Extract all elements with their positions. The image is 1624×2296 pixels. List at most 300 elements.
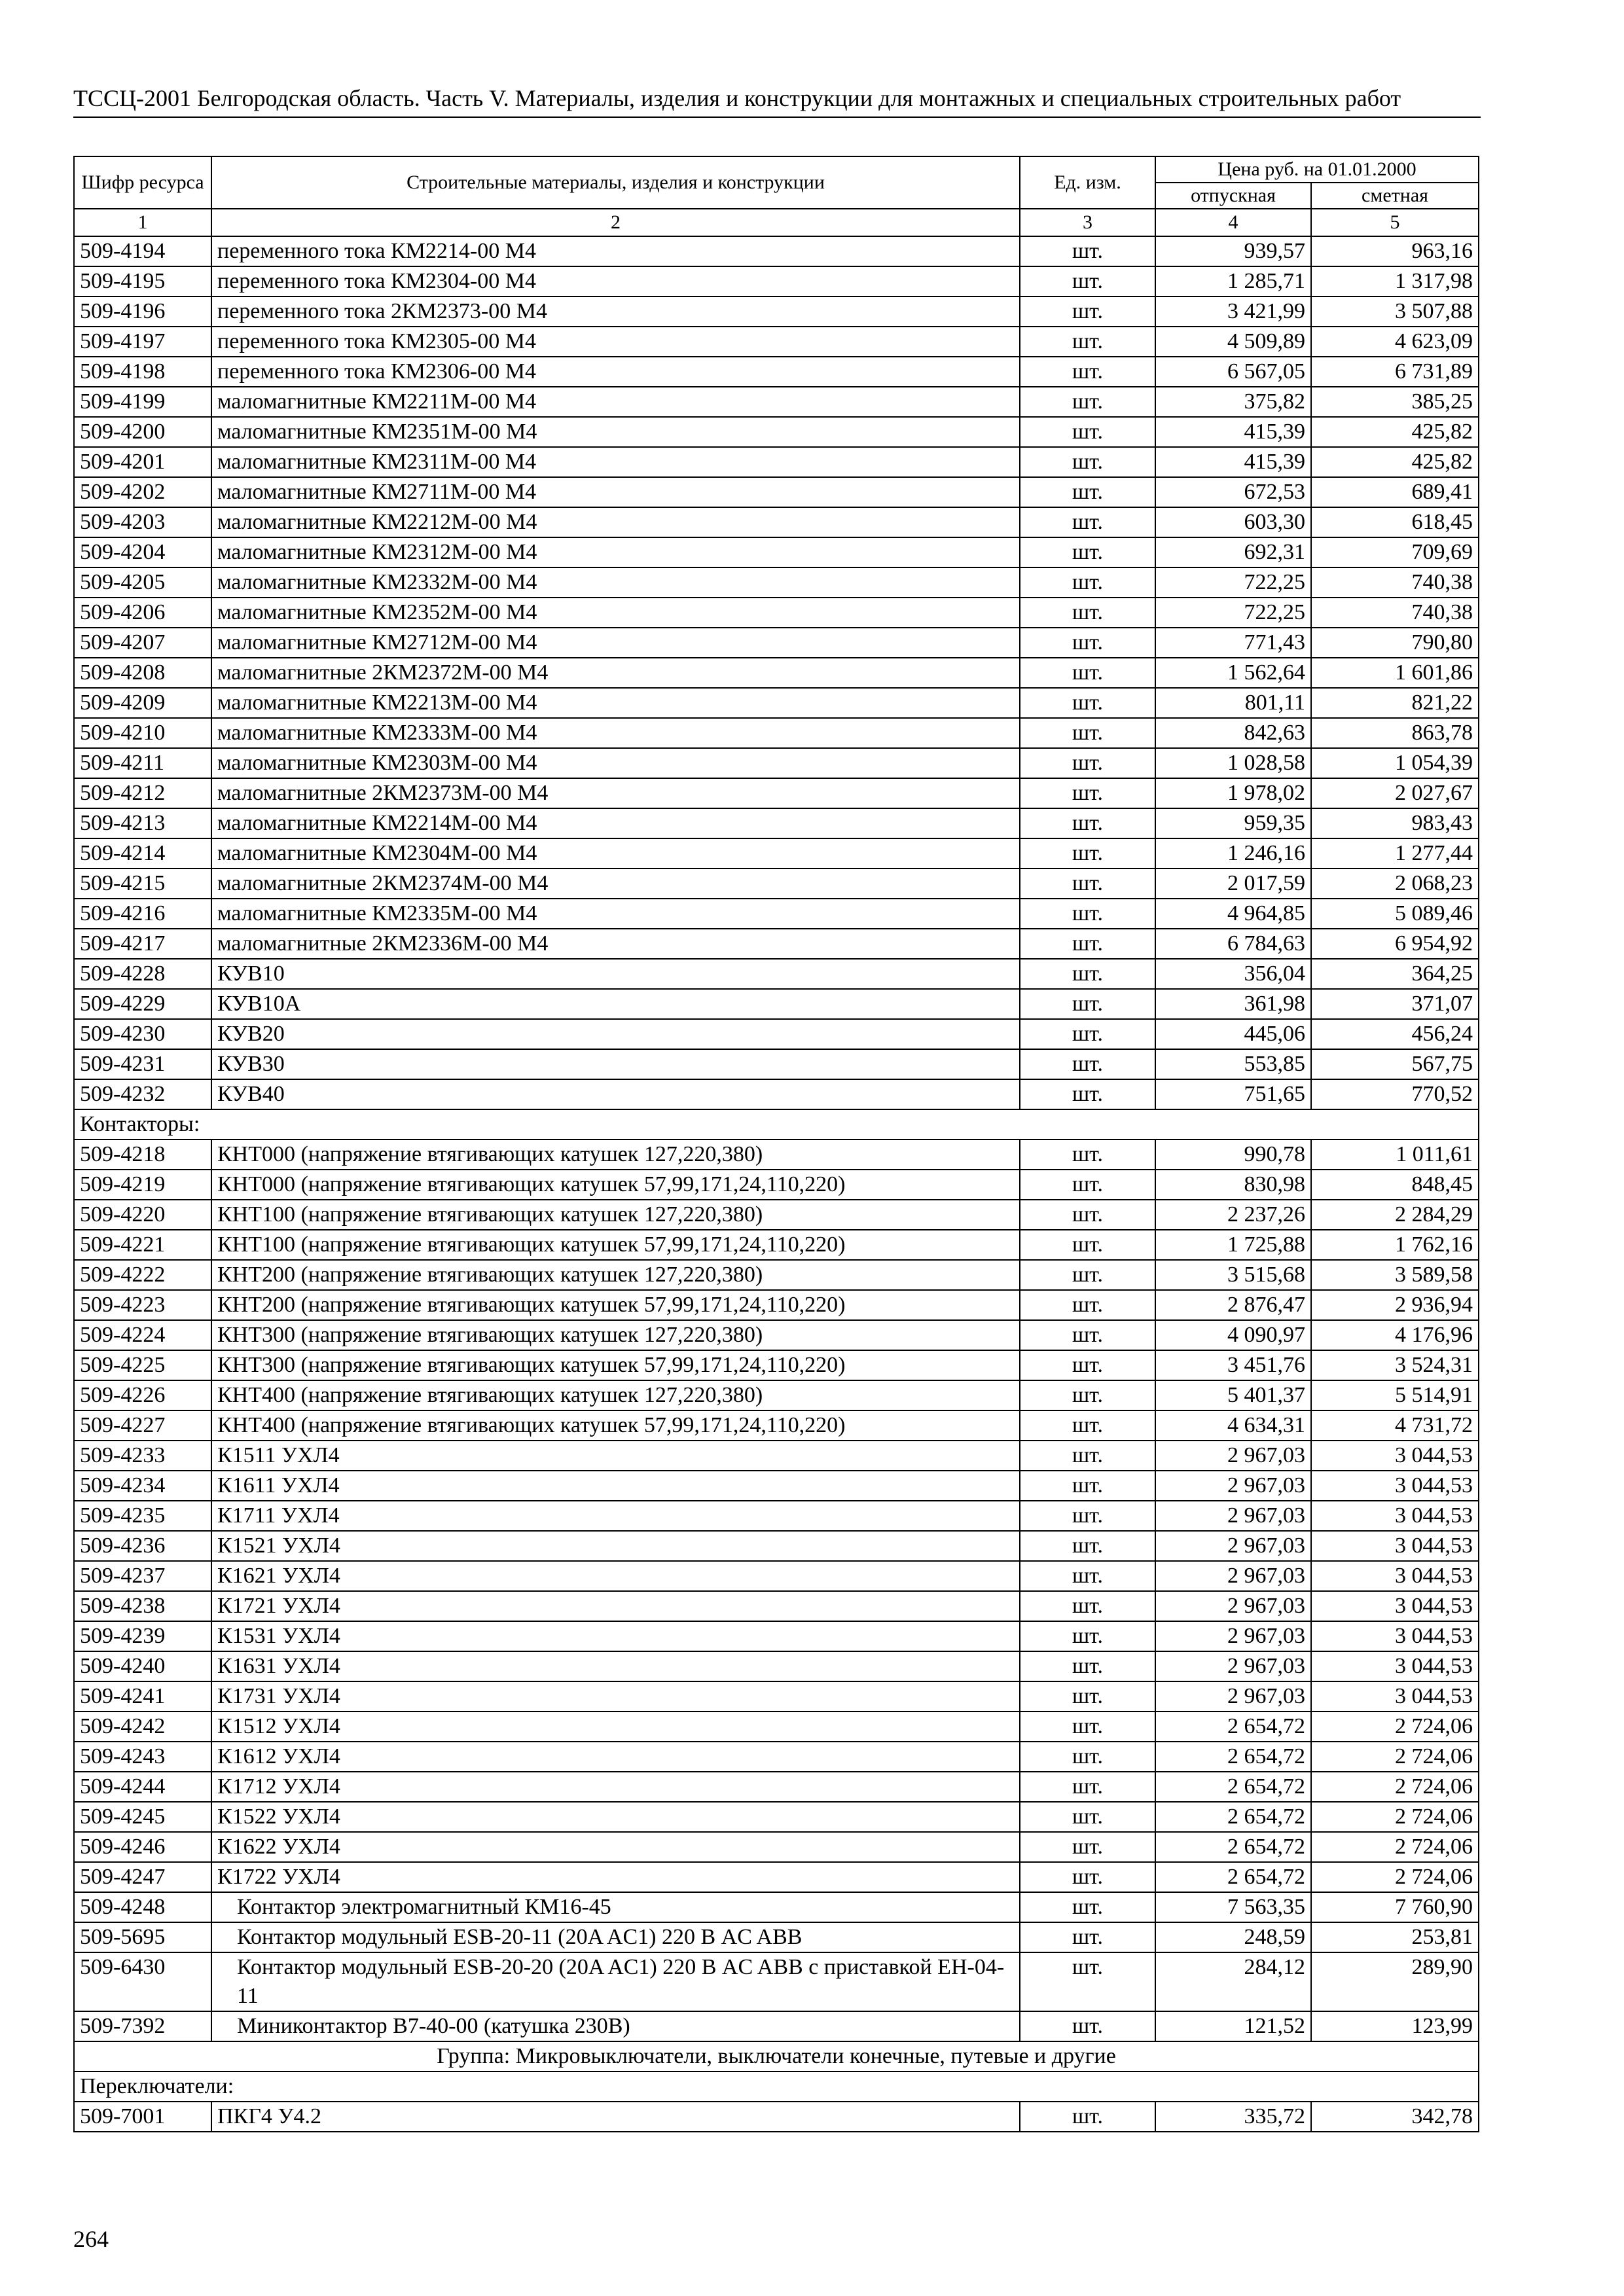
material-name: КУВ10А [211,989,1020,1019]
estimate-price: 2 724,06 [1311,1862,1479,1892]
estimate-price: 2 936,94 [1311,1290,1479,1320]
estimate-price: 3 044,53 [1311,1651,1479,1681]
table-row [74,266,1479,296]
material-name: КУВ20 [211,1019,1020,1049]
table-row [74,2102,1479,2132]
unit: шт. [1020,1892,1155,1922]
resource-code: 509-4207 [74,628,211,658]
estimate-price: 740,38 [1311,567,1479,598]
estimate-price: 289,90 [1311,1952,1479,2011]
material-name: К1611 УХЛ4 [211,1471,1020,1501]
material-name: маломагнитные КМ2213М-00 М4 [211,688,1020,718]
material-name: К1712 УХЛ4 [211,1772,1020,1802]
estimate-price: 1 317,98 [1311,266,1479,296]
table-row [74,929,1479,959]
wholesale-price: 2 654,72 [1155,1712,1311,1742]
resource-code: 509-4222 [74,1260,211,1290]
unit: шт. [1020,959,1155,989]
estimate-price: 689,41 [1311,477,1479,507]
table-row [74,1922,1479,1952]
resource-code: 509-4210 [74,718,211,748]
unit: шт. [1020,1471,1155,1501]
wholesale-price: 1 246,16 [1155,838,1311,869]
table-row [74,1079,1479,1109]
material-name: К1511 УХЛ4 [211,1441,1020,1471]
unit: шт. [1020,1410,1155,1441]
header-price: Цена руб. на 01.01.2000 [1155,156,1479,183]
table-row [74,1531,1479,1561]
table-row [74,417,1479,447]
wholesale-price: 375,82 [1155,387,1311,417]
estimate-price: 2 027,67 [1311,778,1479,808]
column-number: 5 [1311,209,1479,236]
price-table [73,156,1479,2132]
material-name: переменного тока КМ2304-00 М4 [211,266,1020,296]
unit: шт. [1020,537,1155,567]
table-row [74,748,1479,778]
table-row [74,1862,1479,1892]
estimate-price: 1 762,16 [1311,1230,1479,1260]
wholesale-price: 801,11 [1155,688,1311,718]
wholesale-price: 2 876,47 [1155,1290,1311,1320]
unit: шт. [1020,1170,1155,1200]
table-row [74,1200,1479,1230]
wholesale-price: 1 978,02 [1155,778,1311,808]
unit: шт. [1020,477,1155,507]
resource-code: 509-4248 [74,1892,211,1922]
resource-code: 509-4221 [74,1230,211,1260]
wholesale-price: 2 967,03 [1155,1501,1311,1531]
wholesale-price: 356,04 [1155,959,1311,989]
resource-code: 509-4213 [74,808,211,838]
group-heading-row [74,2041,1479,2072]
material-name: маломагнитные 2КМ2372М-00 М4 [211,658,1020,688]
wholesale-price: 445,06 [1155,1019,1311,1049]
table-row [74,778,1479,808]
wholesale-price: 2 654,72 [1155,1802,1311,1832]
material-name: маломагнитные КМ2312М-00 М4 [211,537,1020,567]
material-name: К1521 УХЛ4 [211,1531,1020,1561]
resource-code: 509-4234 [74,1471,211,1501]
estimate-price: 3 044,53 [1311,1441,1479,1471]
wholesale-price: 284,12 [1155,1952,1311,2011]
wholesale-price: 4 509,89 [1155,327,1311,357]
unit: шт. [1020,1952,1155,2011]
table-row [74,1139,1479,1170]
unit: шт. [1020,598,1155,628]
estimate-price: 1 054,39 [1311,748,1479,778]
estimate-price: 4 176,96 [1311,1320,1479,1350]
table-row [74,477,1479,507]
page-title: ТССЦ-2001 Белгородская область. Часть V. Материалы, изделия и конструкции для монтажных и специальных строительных работ [73,85,1401,111]
table-row [74,1561,1479,1591]
material-name: К1512 УХЛ4 [211,1712,1020,1742]
unit: шт. [1020,628,1155,658]
table-row [74,1952,1479,2011]
wholesale-price: 2 654,72 [1155,1772,1311,1802]
table-row [74,537,1479,567]
estimate-price: 3 507,88 [1311,296,1479,327]
wholesale-price: 771,43 [1155,628,1311,658]
unit: шт. [1020,1621,1155,1651]
unit: шт. [1020,417,1155,447]
material-name: Миниконтактор B7-40-00 (катушка 230В) [211,2011,1020,2041]
table-row [74,598,1479,628]
estimate-price: 7 760,90 [1311,1892,1479,1922]
wholesale-price: 2 967,03 [1155,1591,1311,1621]
resource-code: 509-4229 [74,989,211,1019]
resource-code: 509-4212 [74,778,211,808]
material-name: КНТ400 (напряжение втягивающих катушек 57,99,171,24,110,220) [211,1410,1020,1441]
material-name: КУВ10 [211,959,1020,989]
table-row [74,1350,1479,1380]
unit: шт. [1020,1139,1155,1170]
unit: шт. [1020,658,1155,688]
header-name: Строительные материалы, изделия и конструкции [211,156,1020,209]
wholesale-price: 6 567,05 [1155,357,1311,387]
resource-code: 509-4216 [74,899,211,929]
wholesale-price: 722,25 [1155,598,1311,628]
estimate-price: 3 044,53 [1311,1471,1479,1501]
estimate-price: 1 011,61 [1311,1139,1479,1170]
table-row [74,357,1479,387]
unit: шт. [1020,2102,1155,2132]
estimate-price: 2 724,06 [1311,1772,1479,1802]
resource-code: 509-4239 [74,1621,211,1651]
estimate-price: 770,52 [1311,1079,1479,1109]
resource-code: 509-4236 [74,1531,211,1561]
estimate-price: 5 089,46 [1311,899,1479,929]
unit: шт. [1020,1441,1155,1471]
column-number: 4 [1155,209,1311,236]
table-row [74,1501,1479,1531]
material-name: К1722 УХЛ4 [211,1862,1020,1892]
column-number: 1 [74,209,211,236]
unit: шт. [1020,1742,1155,1772]
unit: шт. [1020,507,1155,537]
unit: шт. [1020,236,1155,266]
wholesale-price: 4 964,85 [1155,899,1311,929]
table-row [74,1230,1479,1260]
material-name: КНТ100 (напряжение втягивающих катушек 57,99,171,24,110,220) [211,1230,1020,1260]
estimate-price: 863,78 [1311,718,1479,748]
resource-code: 509-4199 [74,387,211,417]
unit: шт. [1020,1802,1155,1832]
material-name: переменного тока КМ2306-00 М4 [211,357,1020,387]
wholesale-price: 2 967,03 [1155,1621,1311,1651]
estimate-price: 740,38 [1311,598,1479,628]
resource-code: 509-4203 [74,507,211,537]
unit: шт. [1020,1019,1155,1049]
wholesale-price: 842,63 [1155,718,1311,748]
table-row [74,296,1479,327]
estimate-price: 364,25 [1311,959,1479,989]
unit: шт. [1020,327,1155,357]
table-row [74,236,1479,266]
estimate-price: 385,25 [1311,387,1479,417]
wholesale-price: 415,39 [1155,417,1311,447]
unit: шт. [1020,929,1155,959]
wholesale-price: 4 634,31 [1155,1410,1311,1441]
unit: шт. [1020,1079,1155,1109]
resource-code: 509-4225 [74,1350,211,1380]
estimate-price: 2 724,06 [1311,1712,1479,1742]
material-name: КНТ200 (напряжение втягивающих катушек 57,99,171,24,110,220) [211,1290,1020,1320]
unit: шт. [1020,1380,1155,1410]
material-name: ПКГ4 У4.2 [211,2102,1020,2132]
estimate-price: 821,22 [1311,688,1479,718]
resource-code: 509-4220 [74,1200,211,1230]
material-name: Контактор модульный ESB-20-20 (20A AC1) 220 В AC ABB с приставкой EH-04-11 [211,1952,1020,2011]
material-name: К1522 УХЛ4 [211,1802,1020,1832]
estimate-price: 3 044,53 [1311,1561,1479,1591]
section-subheading: Контакторы: [74,1109,1479,1139]
material-name: Контактор электромагнитный КМ16-45 [211,1892,1020,1922]
table-row [74,387,1479,417]
material-name: К1711 УХЛ4 [211,1501,1020,1531]
unit: шт. [1020,1350,1155,1380]
wholesale-price: 939,57 [1155,236,1311,266]
resource-code: 509-7001 [74,2102,211,2132]
material-name: маломагнитные КМ2212М-00 М4 [211,507,1020,537]
resource-code: 509-4208 [74,658,211,688]
resource-code: 509-4233 [74,1441,211,1471]
material-name: маломагнитные КМ2332М-00 М4 [211,567,1020,598]
table-row [74,838,1479,869]
resource-code: 509-4231 [74,1049,211,1079]
wholesale-price: 415,39 [1155,447,1311,477]
resource-code: 509-4214 [74,838,211,869]
unit: шт. [1020,266,1155,296]
estimate-price: 2 724,06 [1311,1832,1479,1862]
estimate-price: 2 068,23 [1311,869,1479,899]
table-row [74,2011,1479,2041]
estimate-price: 253,81 [1311,1922,1479,1952]
estimate-price: 963,16 [1311,236,1479,266]
unit: шт. [1020,1832,1155,1862]
table-row [74,989,1479,1019]
resource-code: 509-4228 [74,959,211,989]
resource-code: 509-4243 [74,1742,211,1772]
material-name: маломагнитные КМ2214М-00 М4 [211,808,1020,838]
table-row [74,1471,1479,1501]
wholesale-price: 2 967,03 [1155,1531,1311,1561]
unit: шт. [1020,1200,1155,1230]
unit: шт. [1020,808,1155,838]
material-name: КНТ000 (напряжение втягивающих катушек 57,99,171,24,110,220) [211,1170,1020,1200]
wholesale-price: 121,52 [1155,2011,1311,2041]
group-heading: Группа: Микровыключатели, выключатели конечные, путевые и другие [74,2041,1479,2072]
estimate-price: 618,45 [1311,507,1479,537]
material-name: К1621 УХЛ4 [211,1561,1020,1591]
material-name: маломагнитные КМ2333М-00 М4 [211,718,1020,748]
table-row [74,1892,1479,1922]
table-row [74,567,1479,598]
estimate-price: 2 284,29 [1311,1200,1479,1230]
wholesale-price: 722,25 [1155,567,1311,598]
header-code: Шифр ресурса [74,156,211,209]
wholesale-price: 3 451,76 [1155,1350,1311,1380]
table-row [74,1681,1479,1712]
table-body [74,236,1479,2132]
subheading-row [74,2072,1479,2102]
unit: шт. [1020,778,1155,808]
material-name: К1721 УХЛ4 [211,1591,1020,1621]
wholesale-price: 830,98 [1155,1170,1311,1200]
title-divider [73,117,1481,118]
table-row [74,1441,1479,1471]
section-subheading: Переключатели: [74,2072,1479,2102]
wholesale-price: 6 784,63 [1155,929,1311,959]
wholesale-price: 692,31 [1155,537,1311,567]
resource-code: 509-4242 [74,1712,211,1742]
estimate-price: 4 731,72 [1311,1410,1479,1441]
estimate-price: 425,82 [1311,417,1479,447]
resource-code: 509-4194 [74,236,211,266]
material-name: К1731 УХЛ4 [211,1681,1020,1712]
table-row [74,718,1479,748]
resource-code: 509-4211 [74,748,211,778]
resource-code: 509-4244 [74,1772,211,1802]
material-name: маломагнитные КМ2211М-00 М4 [211,387,1020,417]
estimate-price: 6 954,92 [1311,929,1479,959]
table-row [74,1170,1479,1200]
table-row [74,447,1479,477]
unit: шт. [1020,1591,1155,1621]
resource-code: 509-4204 [74,537,211,567]
unit: шт. [1020,1501,1155,1531]
estimate-price: 2 724,06 [1311,1742,1479,1772]
table-row [74,1651,1479,1681]
table-row [74,869,1479,899]
unit: шт. [1020,1561,1155,1591]
estimate-price: 5 514,91 [1311,1380,1479,1410]
table-row [74,327,1479,357]
unit: шт. [1020,1320,1155,1350]
table-row [74,808,1479,838]
material-name: маломагнитные 2КМ2374М-00 М4 [211,869,1020,899]
table-row [74,1772,1479,1802]
table-row [74,507,1479,537]
resource-code: 509-4246 [74,1832,211,1862]
unit: шт. [1020,2011,1155,2041]
table-row [74,658,1479,688]
unit: шт. [1020,1712,1155,1742]
wholesale-price: 751,65 [1155,1079,1311,1109]
unit: шт. [1020,1230,1155,1260]
resource-code: 509-4209 [74,688,211,718]
estimate-price: 1 277,44 [1311,838,1479,869]
unit: шт. [1020,1531,1155,1561]
resource-code: 509-4195 [74,266,211,296]
wholesale-price: 5 401,37 [1155,1380,1311,1410]
material-name: К1622 УХЛ4 [211,1832,1020,1862]
resource-code: 509-4226 [74,1380,211,1410]
resource-code: 509-4217 [74,929,211,959]
material-name: КНТ200 (напряжение втягивающих катушек 127,220,380) [211,1260,1020,1290]
estimate-price: 6 731,89 [1311,357,1479,387]
resource-code: 509-4202 [74,477,211,507]
wholesale-price: 2 967,03 [1155,1651,1311,1681]
wholesale-price: 2 967,03 [1155,1441,1311,1471]
table-row [74,1019,1479,1049]
resource-code: 509-4232 [74,1079,211,1109]
table-row [74,1320,1479,1350]
table-row [74,959,1479,989]
unit: шт. [1020,387,1155,417]
table-row [74,899,1479,929]
unit: шт. [1020,688,1155,718]
resource-code: 509-4247 [74,1862,211,1892]
estimate-price: 3 524,31 [1311,1350,1479,1380]
resource-code: 509-4238 [74,1591,211,1621]
resource-code: 509-4241 [74,1681,211,1712]
unit: шт. [1020,838,1155,869]
material-name: К1531 УХЛ4 [211,1621,1020,1651]
wholesale-price: 1 562,64 [1155,658,1311,688]
wholesale-price: 3 515,68 [1155,1260,1311,1290]
estimate-price: 983,43 [1311,808,1479,838]
unit: шт. [1020,989,1155,1019]
unit: шт. [1020,748,1155,778]
header-wholesale: отпускная [1155,183,1311,209]
resource-code: 509-7392 [74,2011,211,2041]
material-name: маломагнитные КМ2711М-00 М4 [211,477,1020,507]
material-name: маломагнитные КМ2303М-00 М4 [211,748,1020,778]
wholesale-price: 990,78 [1155,1139,1311,1170]
resource-code: 509-4218 [74,1139,211,1170]
material-name: маломагнитные КМ2351М-00 М4 [211,417,1020,447]
material-name: маломагнитные КМ2304М-00 М4 [211,838,1020,869]
wholesale-price: 959,35 [1155,808,1311,838]
resource-code: 509-5695 [74,1922,211,1952]
table-row [74,1832,1479,1862]
resource-code: 509-4237 [74,1561,211,1591]
resource-code: 509-4205 [74,567,211,598]
material-name: К1631 УХЛ4 [211,1651,1020,1681]
table-row [74,1802,1479,1832]
unit: шт. [1020,1862,1155,1892]
estimate-price: 3 044,53 [1311,1681,1479,1712]
unit: шт. [1020,1772,1155,1802]
material-name: КНТ300 (напряжение втягивающих катушек 57,99,171,24,110,220) [211,1350,1020,1380]
unit: шт. [1020,1681,1155,1712]
material-name: переменного тока 2КМ2373-00 М4 [211,296,1020,327]
unit: шт. [1020,296,1155,327]
material-name: КНТ300 (напряжение втягивающих катушек 127,220,380) [211,1320,1020,1350]
wholesale-price: 361,98 [1155,989,1311,1019]
estimate-price: 3 589,58 [1311,1260,1479,1290]
resource-code: 509-4235 [74,1501,211,1531]
estimate-price: 1 601,86 [1311,658,1479,688]
estimate-price: 3 044,53 [1311,1531,1479,1561]
resource-code: 509-4197 [74,327,211,357]
material-name: Контактор модульный ESB-20-11 (20A AC1) 220 В AC ABB [211,1922,1020,1952]
resource-code: 509-6430 [74,1952,211,2011]
material-name: маломагнитные КМ2352М-00 М4 [211,598,1020,628]
unit: шт. [1020,899,1155,929]
estimate-price: 3 044,53 [1311,1591,1479,1621]
wholesale-price: 2 967,03 [1155,1681,1311,1712]
table-row [74,688,1479,718]
unit: шт. [1020,718,1155,748]
unit: шт. [1020,567,1155,598]
material-name: маломагнитные 2КМ2336М-00 М4 [211,929,1020,959]
column-number: 2 [211,209,1020,236]
resource-code: 509-4201 [74,447,211,477]
material-name: маломагнитные 2КМ2373М-00 М4 [211,778,1020,808]
resource-code: 509-4206 [74,598,211,628]
